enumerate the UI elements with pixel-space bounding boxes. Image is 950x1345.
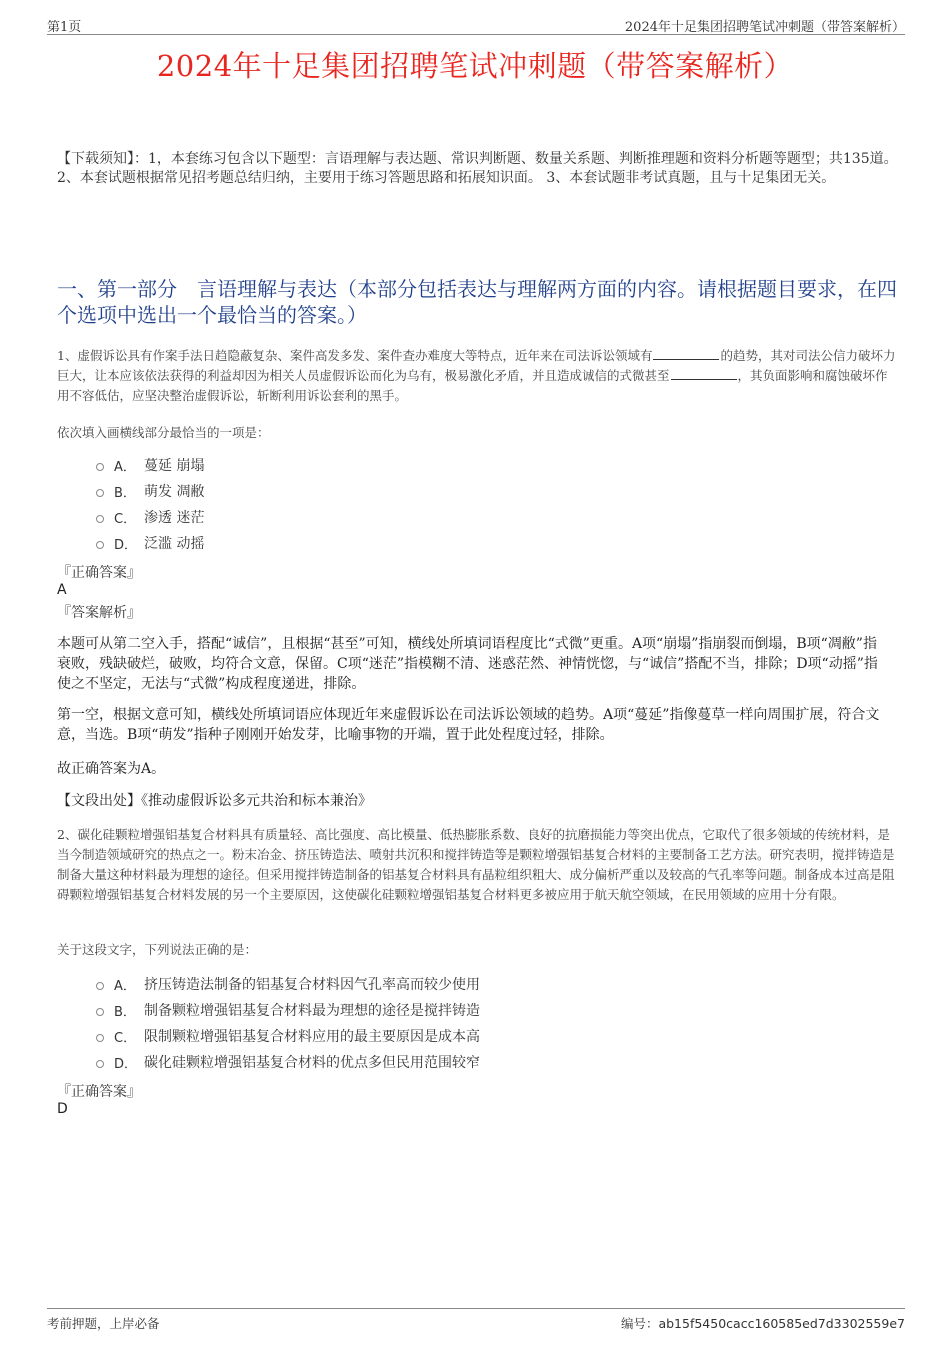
q2-answer-label: 『正确答案』 — [57, 1084, 141, 1100]
section-title: 一、第一部分 言语理解与表达（本部分包括表达与理解两方面的内容。请根据题目要求，在四个选项中选出一个最恰当的答案。） — [57, 277, 897, 327]
q1-text-part2: 的趋势，其对司法公信力破坏力巨大，让本应该依法获得的利益却因为相关人员虚假诉讼而化为乌有，极易激化矛盾，并且造成诚信的式微甚至 — [57, 348, 896, 383]
q1-answer-label: 『正确答案』 — [57, 565, 141, 581]
q1-analysis-paragraph-1: 本题可从第二空入手，搭配“诚信”，且根据“甚至”可知，横线处所填词语程度比“式微”更重。A项“崩塌”指崩裂而倒塌，B项“凋敝”指衰败，残缺破烂，破败，均符合文意，保留。C项“迷茫”指模糊不清、迷惑茫然、神情恍惚，与“诚信”搭配不当，排除；D项“动摇”指使之不坚定，无法与“式微”构成程度递进，排除。 — [57, 636, 878, 692]
radio-icon[interactable] — [96, 1060, 104, 1068]
footer-code — [621, 1314, 905, 1332]
radio-icon[interactable] — [96, 489, 104, 497]
q1-option-c[interactable] — [96, 504, 796, 530]
option-letter: B． — [114, 485, 136, 501]
q1-analysis-paragraph-3: 故正确答案为A。 — [57, 761, 166, 777]
radio-icon[interactable] — [96, 515, 104, 523]
option-text: 制备颗粒增强铝基复合材料最为理想的途径是搅拌铸造 — [144, 1003, 480, 1019]
page-header — [47, 14, 905, 35]
question-1-prompt: 依次填入画横线部分最恰当的一项是： — [57, 425, 270, 440]
page-footer — [47, 1308, 905, 1329]
document-title: 2024年十足集团招聘笔试冲刺题（带答案解析） — [156, 49, 794, 83]
q1-option-b[interactable] — [96, 478, 796, 504]
footer-code-value: ab15f5450cacc160585ed7d3302559e7 — [658, 1316, 905, 1331]
question-2-text: 2、碳化硅颗粒增强铝基复合材料具有质量轻、高比强度、高比模量、低热膨胀系数、良好的抗磨损能力等突出优点，它取代了很多领域的传统材料，是当今制造领域研究的热点之一。粉末冶金、挤压铸造法、喷射共沉积和搅拌铸造等是颗粒增强铝基复合材料的主要制备工艺方法。研究表明，搅拌铸造是制备大量这种材料最为理想的途径。但采用搅拌铸造制备的铝基复合材料具有晶粒组织粗大、成分偏析严重以及较高的气孔率等问题。制备成本过高是阻碍颗粒增强铝基复合材料发展的另一个主要原因，这使碳化硅颗粒增强铝基复合材料更多被应用于航天航空领域，在民用领域的应用十分有限。 — [57, 827, 895, 902]
option-letter: A． — [114, 978, 136, 994]
q1-option-a[interactable] — [96, 452, 796, 478]
question-1-options — [96, 452, 796, 556]
option-text: 泛滥 动摇 — [144, 536, 205, 552]
option-text: 萌发 凋敝 — [144, 484, 205, 500]
question-1-text — [57, 346, 899, 406]
header-doc-name: 2024年十足集团招聘笔试冲刺题（带答案解析） — [624, 20, 905, 35]
q1-text-part1: 1、虚假诉讼具有作案手法日趋隐蔽复杂、案件高发多发、案件查办难度大等特点，近年来在司法诉讼领域有 — [57, 348, 653, 363]
q2-option-c[interactable] — [96, 1023, 796, 1049]
download-notice: 【下载须知】：1，本套练习包含以下题型：言语理解与表达题、常识判断题、数量关系题、判断推理题和资料分析题等题型；共135道。 2、本套试题根据常见招考题总结归纳，主要用于练习答题思路和拓展知识面。 3、本套试题非考试真题，且与十足集团无关。 — [57, 151, 898, 186]
radio-icon[interactable] — [96, 982, 104, 990]
option-letter: D． — [114, 1056, 138, 1072]
radio-icon[interactable] — [96, 1008, 104, 1016]
option-letter: B． — [114, 1004, 136, 1020]
radio-icon[interactable] — [96, 541, 104, 549]
option-text: 碳化硅颗粒增强铝基复合材料的优点多但民用范围较窄 — [144, 1055, 480, 1071]
q1-option-d[interactable] — [96, 530, 796, 556]
option-letter: C． — [114, 511, 137, 527]
q2-option-b[interactable] — [96, 997, 796, 1023]
fill-blank-1 — [653, 347, 719, 360]
page-number: 第1页 — [47, 20, 82, 35]
q1-analysis-paragraph-2: 第一空，根据文意可知，横线处所填词语应体现近年来虚假诉讼在司法诉讼领域的趋势。A项“蔓延”指像蔓草一样向周围扩展，符合文意，当选。B项“萌发”指种子刚刚开始发芽，比喻事物的开端，置于此处程度过轻，排除。 — [57, 707, 880, 743]
q2-option-a[interactable] — [96, 971, 796, 997]
option-text: 蔓延 崩塌 — [144, 458, 205, 474]
question-2-options — [96, 971, 796, 1075]
q1-source: 【文段出处】《推动虚假诉讼多元共治和标本兼治》 — [57, 793, 372, 809]
q2-option-d[interactable] — [96, 1049, 796, 1075]
q1-analysis-label: 『答案解析』 — [57, 605, 141, 621]
footer-code-label: 编号： — [620, 1316, 659, 1331]
option-letter: C． — [114, 1030, 137, 1046]
q1-text-part3: ，其负面影响和腐蚀破坏作用不容低估，应坚决整治虚假诉讼，斩断利用诉讼套利的黑手。 — [57, 368, 888, 403]
option-text: 限制颗粒增强铝基复合材料应用的最主要原因是成本高 — [144, 1029, 480, 1045]
q1-answer: A — [57, 582, 67, 598]
option-text: 挤压铸造法制备的铝基复合材料因气孔率高而较少使用 — [144, 977, 480, 993]
q2-answer: D — [57, 1101, 68, 1117]
option-text: 渗透 迷茫 — [144, 510, 205, 526]
option-letter: D． — [114, 537, 138, 553]
radio-icon[interactable] — [96, 1034, 104, 1042]
fill-blank-2 — [671, 367, 737, 380]
footer-slogan: 考前押题，上岸必备 — [47, 1316, 160, 1331]
radio-icon[interactable] — [96, 463, 104, 471]
option-letter: A． — [114, 459, 136, 475]
question-2-prompt: 关于这段文字，下列说法正确的是： — [57, 942, 258, 957]
